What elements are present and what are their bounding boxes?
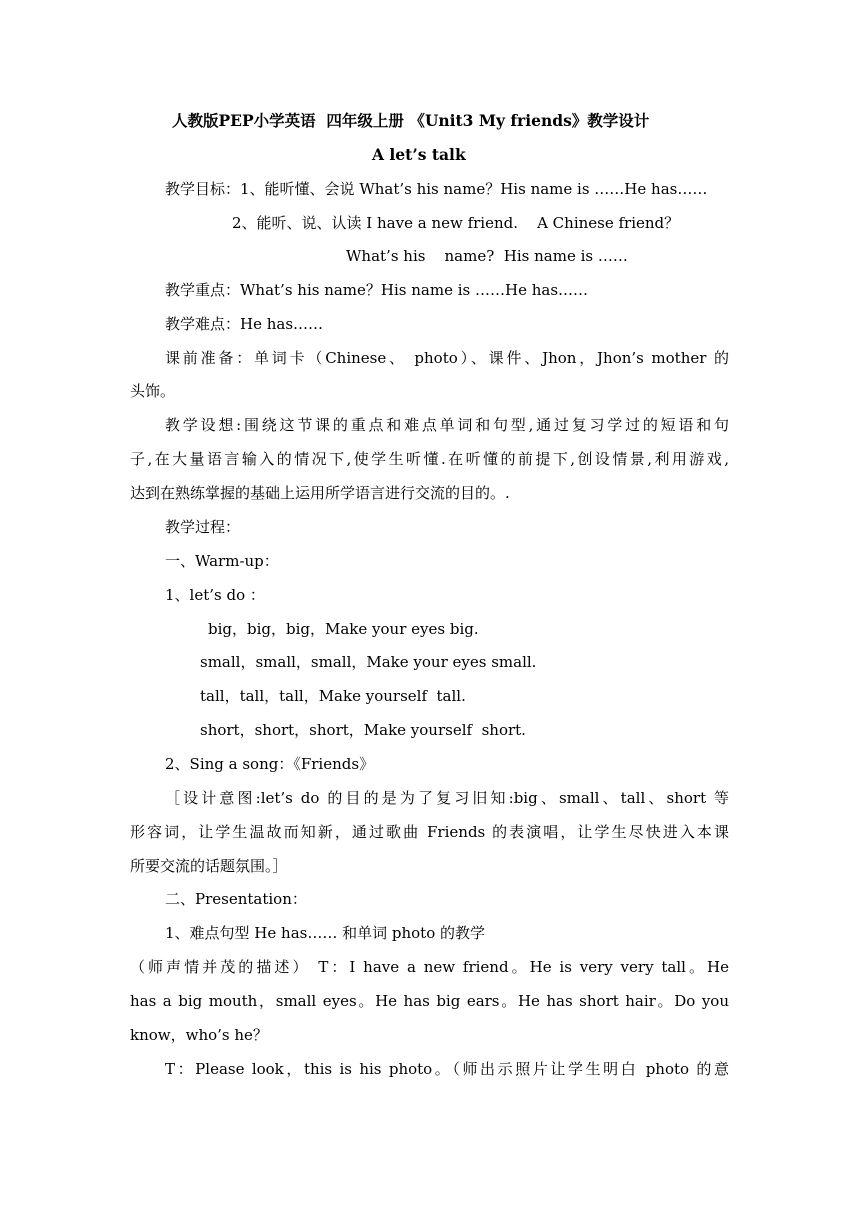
design-idea-line: 教学设想:围绕这节课的重点和难点单词和句型,通过复习学过的短语和句: [165, 416, 729, 434]
step-line: 1、let’s do ：: [165, 586, 265, 604]
section-heading: 二、Presentation：: [165, 890, 307, 908]
design-intent-line: ［设计意图:let’s do 的目的是为了复习旧知:big、small、tall、short 等: [165, 789, 729, 807]
design-idea-line: 达到在熟练掌握的基础上运用所学语言进行交流的目的。.: [130, 484, 510, 502]
design-idea-line: 子,在大量语言输入的情况下,使学生听懂.在听懂的前提下,创设情景,利用游戏,: [130, 450, 729, 468]
document-title: 人教版PEP小学英语 四年级上册 《Unit3 My friends》教学设计: [172, 111, 650, 130]
chant-line: short，short，short，Make yourself short.: [200, 721, 526, 739]
chant-line: big，big，big，Make your eyes big.: [208, 620, 479, 638]
chant-line: small，small，small，Make your eyes small.: [200, 653, 537, 671]
process-heading: 教学过程：: [165, 518, 241, 536]
preparation-line: 头饰。: [130, 382, 176, 400]
preparation-line: 课前准备：单词卡（Chinese、 photo）、课件、Jhon，Jhon’s mother 的: [165, 349, 729, 367]
chant-line: tall，tall，tall，Make yourself tall.: [200, 687, 466, 705]
teaching-goal-line: What’s his name? His name is ……: [346, 247, 628, 265]
teaching-goal-line: 2、能听、说、认读 I have a new friend. A Chinese friend？: [232, 214, 680, 232]
section-heading: 一、Warm-up：: [165, 552, 279, 570]
document-subtitle: A let’s talk: [372, 145, 466, 164]
design-intent-line: 所要交流的话题氛围。］: [130, 857, 288, 875]
step-line: 1、难点句型 He has…… 和单词 photo 的教学: [165, 924, 485, 942]
dialogue-line: T：Please look，this is his photo。（师出示照片让学生明白 photo 的意: [165, 1060, 729, 1078]
dialogue-line: （师声情并茂的描述） T：I have a new friend。He is very very tall。He: [130, 958, 729, 976]
teaching-difficulty-line: 教学难点：He has……: [165, 315, 324, 333]
dialogue-line: know，who’s he？: [130, 1026, 268, 1044]
step-line: 2、Sing a song：《Friends》: [165, 755, 375, 773]
design-intent-line: 形容词，让学生温故而知新，通过歌曲 Friends 的表演唱，让学生尽快进入本课: [130, 823, 729, 841]
teaching-focus-line: 教学重点：What’s his name？His name is ……He has……: [165, 281, 589, 299]
teaching-goal-line: 教学目标：1、能听懂、会说 What’s his name？His name is ……He has……: [165, 180, 708, 198]
dialogue-line: has a big mouth，small eyes。He has big ears。He has short hair。Do you: [130, 992, 729, 1010]
